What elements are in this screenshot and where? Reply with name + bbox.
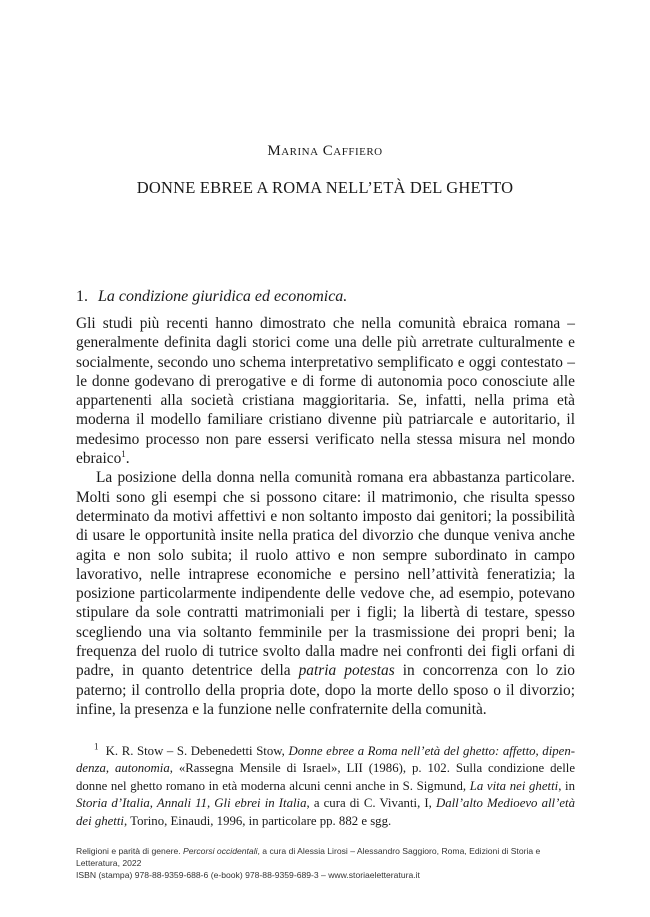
- paragraph-1: [76, 314, 575, 468]
- paragraph-2-text-a: La posizione della donna nella comunità romana era abbastanza particolare. Molti sono gli esempi che si possono citare: il matrimonio, che risulta spesso determinato da motivi affettivi e non soltanto imposto dai genitori; la possibilità di usare le opportunità insite nella pratica del divorzio che dunque veniva anche agita e non solo subita; il ruolo attivo e non sempre subordinato in campo lavorativo, nelle intraprese economiche e persino nell’attività feneratizia; la posizione particolarmente indipendente delle vedove che, ad esempio, potevano stipulare da sole contratti matrimoniali per i figli; la libertà di testare, spesso scegliendo una via soltanto femminile per la trasmissione dei propri beni; la frequenza del ruolo di tutrice svolto dalla madre nei confronti dei figli orfani di padre, in quanto detentrice della: [76, 469, 575, 680]
- footnote: [76, 743, 575, 830]
- footnote-italic-4: Dall’alto Medioevo all’età dei ghetti: [76, 796, 575, 828]
- footnote-italic-3: Storia d’Italia, Annali 11, Gli ebrei in Italia: [76, 796, 307, 811]
- colophon: [76, 845, 581, 882]
- paragraph-2: [76, 468, 575, 719]
- footnote-marker: 1: [94, 741, 99, 752]
- section-number: 1.: [76, 288, 88, 305]
- paragraph-2-text-b: in concorrenza con lo zio paterno; il controllo della propria dote, dopo la morte dello sposo o il divorzio; infine, la presenza e la funzione nelle confraternite della comunità.: [76, 662, 575, 718]
- footnote-text-2: , «Rassegna Mensile di Israel», LII (1986), p. 102. Sulla condizione delle donne nel ghetto romano in età moderna alcuni cenni anche in S. Sigmund,: [76, 761, 575, 793]
- footnote-reference: 1: [121, 448, 126, 459]
- footnote-text-5: , Torino, Einaudi, 1996, in particolare pp. 882 e sgg.: [123, 813, 392, 828]
- footnote-text-3: , in: [558, 778, 576, 793]
- footnote-text-4: , a cura di C. Vivanti, I,: [306, 796, 436, 811]
- footnote-italic-2: La vita nei ghetti: [469, 778, 559, 793]
- section-title: La condizione giuridica ed economica.: [98, 288, 348, 305]
- footnote-text-1: K. R. Stow – S. Debenedetti Stow,: [105, 744, 289, 758]
- body-text: [76, 314, 575, 719]
- colophon-italic: Percorsi occidentali: [183, 846, 258, 856]
- colophon-text-1: Religioni e parità di genere.: [76, 846, 184, 856]
- author-name: Marina Caffiero: [267, 143, 383, 159]
- paragraph-2-italic: patria potestas: [298, 662, 395, 680]
- chapter-title: DONNE EBREE A ROMA NELL’ETÀ DEL GHETTO: [136, 178, 514, 197]
- colophon-citation: [76, 845, 581, 869]
- colophon-isbn: ISBN (stampa) 978-88-9359-688-6 (e-book) 978-88-9359-689-3 – www.storiaeletteratura.it: [76, 870, 420, 881]
- paragraph-1-end: .: [125, 450, 130, 468]
- paragraph-1-text: Gli studi più recenti hanno dimostrato che nella comunità ebraica romana – generalmente definita dagli storici come una delle più arretrate culturalmente e socialmente, secondo uno schema interpretativo semplificato e oggi contestato – le donne godevano di prerogative e di forme di autonomia poco conosciute alle appartenenti alla società cristiana maggioritaria. Se, infatti, nella prima età moderna il modello familiare cristiano divenne più patriarcale e autoritario, il medesimo processo non pare essersi verificato nella stessa misura nel mondo ebraico: [76, 315, 575, 468]
- section-heading: [76, 288, 347, 306]
- footnote-italic-1: Donne ebree a Roma nell’età del ghetto: affetto, dipendenza, autonomia: [76, 744, 576, 776]
- colophon-text-2: , a cura di Alessia Lirosi – Alessandro Saggioro, Roma, Edizioni di Storia e Letteratura, 2022: [76, 846, 541, 869]
